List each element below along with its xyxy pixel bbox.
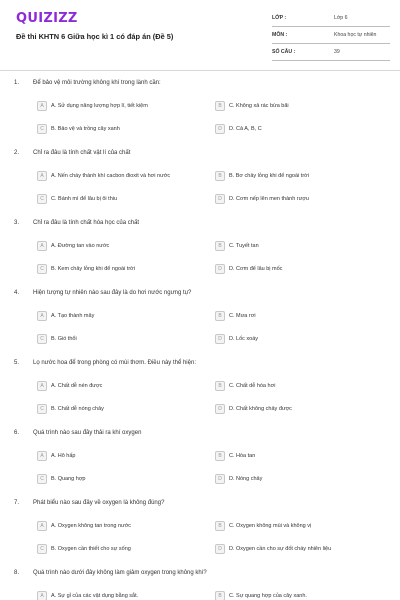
option-letter-badge: A <box>37 451 47 461</box>
option-text: A. Sử dụng năng lượng hợp lí, tiết kiệm <box>51 102 148 109</box>
answer-option[interactable] <box>215 590 385 600</box>
option-text: D. Oxygen cần cho sự đốt cháy nhiên liệu <box>229 545 332 552</box>
question-text: Phát biểu nào sau đây về oxygen là không đúng? <box>33 500 165 506</box>
answer-option[interactable] <box>37 100 207 114</box>
option-text: B. Oxygen cần thiết cho sự sống <box>51 545 131 552</box>
option-letter-badge: B <box>215 171 225 181</box>
answer-option[interactable] <box>215 193 385 207</box>
answer-option[interactable] <box>215 170 385 184</box>
question-number: 2. <box>14 150 20 156</box>
meta-label: LỚP : <box>272 15 287 21</box>
option-text: C. Oxygen không mùi và không vị <box>229 522 312 529</box>
option-text: A. Chất dễ nén được <box>51 382 103 389</box>
option-text: A. Tạo thành mây <box>51 312 95 319</box>
answer-option[interactable] <box>37 473 207 487</box>
option-letter-badge: A <box>37 381 47 391</box>
option-letter-badge: C <box>37 334 47 344</box>
answer-option[interactable] <box>215 473 385 487</box>
question-text: Hiện tượng tự nhiên nào sau đây là do hơi nước ngưng tụ? <box>33 290 192 296</box>
option-text: B. Bảo vệ và trồng cây xanh <box>51 125 120 132</box>
answer-option[interactable] <box>37 380 207 394</box>
worksheet-title: Đề thi KHTN 6 Giữa học kì 1 có đáp án (Đề 5) <box>16 32 174 41</box>
option-letter-badge: A <box>37 591 47 600</box>
option-text: C. Mưa rơi <box>229 312 256 319</box>
answer-option[interactable] <box>37 193 207 207</box>
meta-row-question-count <box>272 46 390 61</box>
answer-option[interactable] <box>37 590 207 600</box>
meta-row-class <box>272 12 390 27</box>
answer-option[interactable] <box>37 543 207 557</box>
option-text: D. Chất không chảy được <box>229 405 292 412</box>
question-number: 5. <box>14 360 20 366</box>
question-item <box>0 148 400 218</box>
option-text: D. Cả A, B, C <box>229 125 262 132</box>
answer-option[interactable] <box>37 240 207 254</box>
option-text: D. Cơm nếp lên men thành rượu <box>229 195 309 202</box>
answer-option[interactable] <box>215 520 385 534</box>
question-item <box>0 568 400 600</box>
question-number: 8. <box>14 570 20 576</box>
question-item <box>0 358 400 428</box>
question-text: Lọ nước hoa để trong phòng có mùi thơm. Điều này thể hiện: <box>33 360 196 366</box>
option-text: D. Lốc xoáy <box>229 335 259 342</box>
question-item <box>0 218 400 288</box>
option-text: C. Tuyết tan <box>229 242 259 249</box>
option-text: A. Oxygen không tan trong nước <box>51 522 132 529</box>
option-letter-badge: B <box>215 101 225 111</box>
option-letter-badge: B <box>215 311 225 321</box>
option-letter-badge: A <box>37 101 47 111</box>
option-letter-badge: C <box>37 124 47 134</box>
option-text: C. Bánh mì để lâu bị ôi thiu <box>51 195 118 202</box>
question-number: 7. <box>14 500 20 506</box>
option-letter-badge: C <box>37 404 47 414</box>
option-letter-badge: D <box>215 474 225 484</box>
worksheet-meta <box>272 12 390 63</box>
option-letter-badge: B <box>215 451 225 461</box>
answer-option[interactable] <box>37 450 207 464</box>
option-text: B. Quang hợp <box>51 475 86 482</box>
option-letter-badge: D <box>215 404 225 414</box>
question-list <box>0 78 400 600</box>
answer-option[interactable] <box>37 170 207 184</box>
option-text: A. Sự gỉ của các vật dụng bằng sắt. <box>51 592 139 599</box>
meta-value: Khoa học tự nhiên <box>334 32 377 38</box>
option-letter-badge: A <box>37 241 47 251</box>
meta-label: MÔN : <box>272 32 288 38</box>
option-letter-badge: C <box>37 194 47 204</box>
question-item <box>0 288 400 358</box>
option-text: D. Cơm để lâu bị mốc <box>229 265 283 272</box>
option-letter-badge: C <box>37 474 47 484</box>
option-text: B. Gió thổi <box>51 335 77 342</box>
question-item <box>0 78 400 148</box>
meta-value: Lớp 6 <box>334 15 348 21</box>
option-text: C. Không xả rác bừa bãi <box>229 102 289 109</box>
answer-option[interactable] <box>215 240 385 254</box>
option-letter-badge: B <box>215 241 225 251</box>
option-text: C. Chất dễ hóa hơi <box>229 382 276 389</box>
option-text: C. Sự quang hợp của cây xanh. <box>229 592 307 599</box>
answer-option[interactable] <box>37 520 207 534</box>
option-letter-badge: D <box>215 264 225 274</box>
option-text: B. Bơ chảy lỏng khi để ngoài trời <box>229 172 309 179</box>
option-text: B. Kem chảy lỏng khi để ngoài trời <box>51 265 136 272</box>
option-letter-badge: D <box>215 124 225 134</box>
answer-option[interactable] <box>215 450 385 464</box>
option-letter-badge: B <box>215 591 225 600</box>
option-letter-badge: D <box>215 334 225 344</box>
option-letter-badge: D <box>215 194 225 204</box>
option-letter-badge: B <box>215 521 225 531</box>
option-letter-badge: C <box>37 264 47 274</box>
question-number: 1. <box>14 80 20 86</box>
question-item <box>0 428 400 498</box>
option-letter-badge: A <box>37 171 47 181</box>
option-text: D. Nóng chảy <box>229 475 263 482</box>
answer-option[interactable] <box>37 123 207 137</box>
quizizz-logo: QUIZIZZ <box>16 11 78 26</box>
option-letter-badge: A <box>37 521 47 531</box>
answer-option[interactable] <box>37 310 207 324</box>
answer-option[interactable] <box>215 263 385 277</box>
question-item <box>0 498 400 568</box>
question-text: Chỉ ra đâu là tính chất hóa học của chất <box>33 220 140 226</box>
question-text: Quá trình nào dưới đây không làm giảm oxygen trong không khí? <box>33 570 207 576</box>
option-letter-badge: D <box>215 544 225 554</box>
option-letter-badge: A <box>37 311 47 321</box>
answer-option[interactable] <box>215 380 385 394</box>
meta-row-subject <box>272 29 390 44</box>
meta-value: 39 <box>334 49 340 55</box>
question-number: 3. <box>14 220 20 226</box>
option-text: B. Chất dễ nóng chảy <box>51 405 104 412</box>
answer-option[interactable] <box>215 100 385 114</box>
option-letter-badge: B <box>215 381 225 391</box>
answer-option[interactable] <box>37 263 207 277</box>
answer-option[interactable] <box>215 333 385 347</box>
question-number: 4. <box>14 290 20 296</box>
question-number: 6. <box>14 430 20 436</box>
option-text: A. Đường tan vào nước <box>51 242 110 249</box>
option-text: A. Nến cháy thành khí cacbon đioxit và hơi nước <box>51 172 171 179</box>
answer-option[interactable] <box>37 403 207 417</box>
answer-option[interactable] <box>215 403 385 417</box>
question-text: Chỉ ra đâu là tính chất vật lí của chất <box>33 150 131 156</box>
option-letter-badge: C <box>37 544 47 554</box>
meta-label: SỐ CÂU : <box>272 49 296 55</box>
answer-option[interactable] <box>215 310 385 324</box>
answer-option[interactable] <box>215 123 385 137</box>
answer-option[interactable] <box>37 333 207 347</box>
worksheet-header <box>0 0 400 70</box>
option-text: A. Hô hấp <box>51 452 76 459</box>
option-text: C. Hòa tan <box>229 452 256 459</box>
header-divider <box>0 70 400 71</box>
answer-option[interactable] <box>215 543 385 557</box>
question-text: Để bảo vệ môi trường không khí trong lành cần: <box>33 80 161 86</box>
question-text: Quá trình nào sau đây thải ra khí oxygen <box>33 430 142 436</box>
